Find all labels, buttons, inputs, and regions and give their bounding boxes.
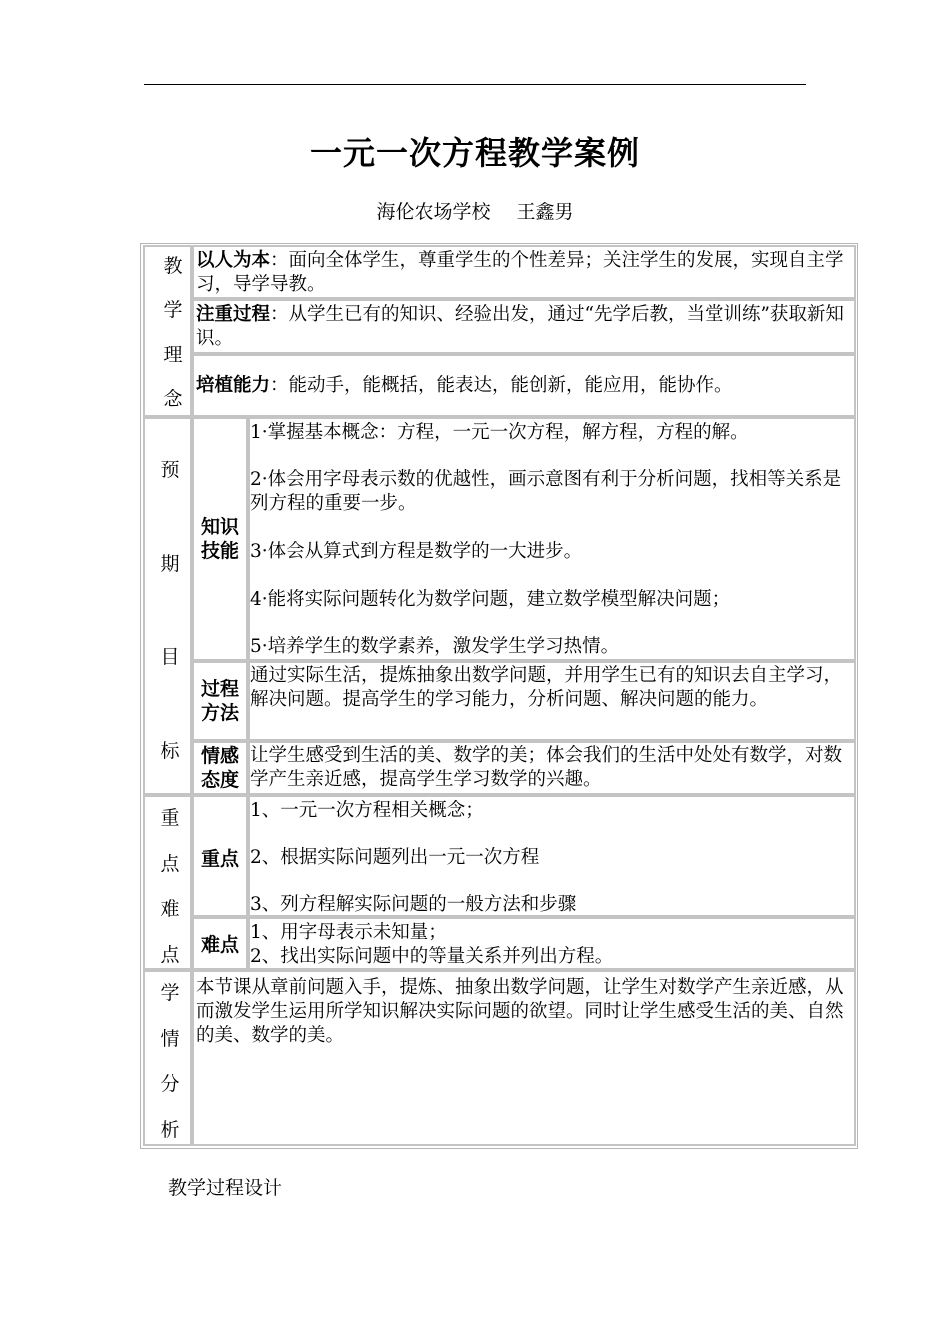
keypoints-label-cell [143,795,192,970]
knowledge-item-1: 1·掌握基本概念：方程，一元一次方程，解方程，方程的解。 [250,422,749,443]
philosophy-label: 教 学 理 念 [163,255,183,410]
process-label-cell [192,661,248,741]
key-item-1: 1、一元一次方程相关概念； [250,800,484,821]
key-item-2: 2、根据实际问题列出一元一次方程 [250,847,540,868]
knowledge-item-5: 5·培养学生的数学素养，激发学生学习热情。 [250,636,620,657]
analysis-label: 学 情 分 析 [160,982,180,1141]
process-text-cell [248,661,856,741]
difficult-item-2: 2、找出实际问题中的等量关系并列出方程。 [250,946,614,967]
header-rule [144,84,806,85]
difficult-item-1: 1、用字母表示未知量； [250,922,447,943]
key-label-cell [192,795,248,917]
knowledge-items-cell [248,417,856,661]
emotion-label-cell [192,741,248,795]
difficult-label: 难点 [200,934,239,956]
key-item-3: 3、列方程解实际问题的一般方法和步骤 [250,894,577,915]
knowledge-item-2: 2·体会用字母表示数的优越性，画示意图有利于分析问题，找相等关系是列方程的重要一步。 [250,469,842,514]
school-name: 海伦农场学校 [376,201,491,223]
goals-label: 预 期 目 标 [160,459,180,762]
keypoints-label: 重 点 难 点 [160,807,180,966]
philosophy-item-1-cell [192,245,856,299]
knowledge-label-cell [192,417,248,661]
author-line [0,197,950,224]
process-text: 通过实际生活，提炼抽象出数学问题，并用学生已有的知识去自主学习，解决问题。提高学生的学习能力，分析问题、解决问题的能力。 [250,665,843,710]
knowledge-label: 知识技能 [200,516,239,562]
author-name: 王鑫男 [516,201,574,223]
philosophy-item-2-cell [192,299,856,354]
philosophy-item-3-cell [192,354,856,417]
philosophy-item-3: 培植能力：能动手，能概括，能表达，能创新，能应用，能协作。 [196,375,733,396]
analysis-text-cell [192,970,856,1146]
philosophy-item-1: 以人为本：面向全体学生，尊重学生的个性差异；关注学生的发展，实现自主学习，导学导教。 [196,250,844,295]
emotion-text-cell [248,741,856,795]
difficult-label-cell [192,917,248,970]
goals-label-cell [143,417,192,795]
philosophy-label-cell [143,245,192,417]
process-label: 过程方法 [200,678,239,724]
footer-heading: 教学过程设计 [168,1177,283,1199]
philosophy-item-2: 注重过程：从学生已有的知识、经验出发，通过“先学后教，当堂训练”获取新知识。 [196,304,844,349]
analysis-text: 本节课从章前问题入手，提炼、抽象出数学问题，让学生对数学产生亲近感，从而激发学生运用所学知识解决实际问题的欲望。同时让学生感受生活的美、自然的美、数学的美。 [196,977,844,1046]
emotion-label: 情感态度 [200,745,239,791]
emotion-text: 让学生感受到生活的美、数学的美；体会我们的生活中处处有数学，对数学产生亲近感，提高学生学习数学的兴趣。 [250,745,843,790]
document-title: 一元一次方程教学案例 [309,134,640,172]
knowledge-item-4: 4·能将实际问题转化为数学问题，建立数学模型解决问题； [250,589,731,610]
analysis-label-cell [143,970,192,1146]
knowledge-item-3: 3·体会从算式到方程是数学的一大进步。 [250,541,583,562]
key-label: 重点 [200,848,239,870]
